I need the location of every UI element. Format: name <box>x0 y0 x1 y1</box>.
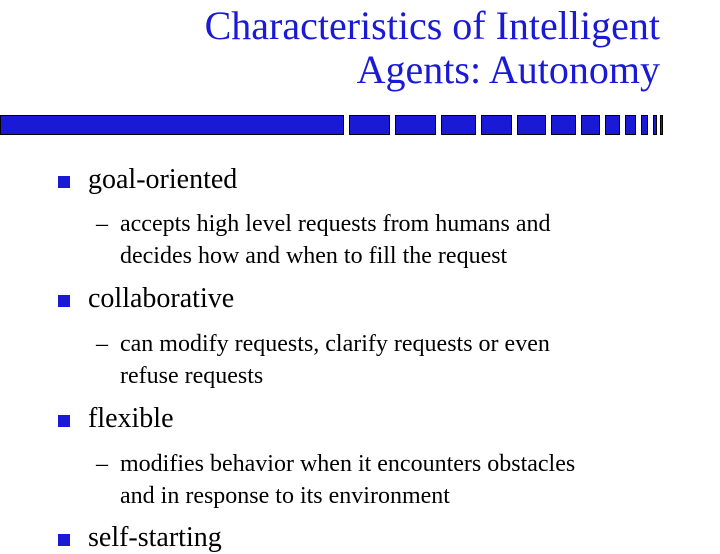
sub-bullet-flexible <box>120 448 680 512</box>
sub-bullet-goal-oriented <box>120 208 680 272</box>
bullet-self-starting: self-starting <box>88 522 222 553</box>
sub-bullet-collaborative <box>120 328 680 392</box>
sub-bullet-line-1: accepts high level requests from humans and <box>120 211 551 237</box>
slide-title <box>60 4 660 92</box>
dash-bullet-icon: – <box>96 331 108 357</box>
square-bullet-icon <box>58 295 70 307</box>
slide-title-line-1: Characteristics of Intelligent <box>204 3 660 48</box>
bullet-goal-oriented: goal-oriented <box>88 164 238 195</box>
square-bullet-icon <box>58 534 70 546</box>
bullet-flexible: flexible <box>88 403 174 434</box>
dash-bullet-icon: – <box>96 211 108 237</box>
square-bullet-icon <box>58 415 70 427</box>
sub-bullet-line-2: and in response to its environment <box>120 483 450 509</box>
sub-bullet-line-1: modifies behavior when it encounters obstacles <box>120 451 576 477</box>
sub-bullet-line-2: refuse requests <box>120 363 264 389</box>
slide-title-line-2: Agents: Autonomy <box>356 47 660 92</box>
sub-bullet-line-2: decides how and when to fill the request <box>120 243 508 269</box>
sub-bullet-line-1: can modify requests, clarify requests or even <box>120 331 550 357</box>
decorative-block-bar <box>0 114 664 136</box>
dash-bullet-icon: – <box>96 451 108 477</box>
bullet-collaborative: collaborative <box>88 283 235 314</box>
square-bullet-icon <box>58 176 70 188</box>
